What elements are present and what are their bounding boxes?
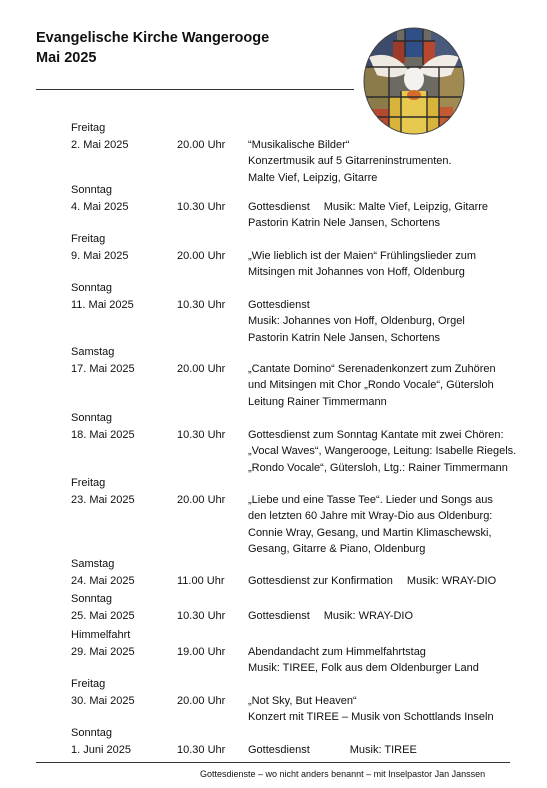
event-time: 20.00 Uhr bbox=[177, 138, 226, 151]
event-detail-line: „Cantate Domino“ Serenadenkonzert zum Zuhören bbox=[248, 362, 496, 375]
event-detail-line: „Vocal Waves“, Wangerooge, Leitung: Isabelle Riegels. bbox=[248, 445, 517, 457]
event-service-line bbox=[248, 608, 538, 625]
event-detail-line: Musik: TIREE, Folk aus dem Oldenburger Land bbox=[248, 662, 479, 674]
page-title-line1: Evangelische Kirche Wangerooge bbox=[36, 30, 270, 46]
event-service: Gottesdienst bbox=[248, 200, 310, 213]
event-time: 19.00 Uhr bbox=[177, 645, 226, 658]
event-description bbox=[248, 297, 538, 347]
event-time: 20.00 Uhr bbox=[177, 493, 226, 506]
event-date: 2. Mai 2025 bbox=[71, 138, 129, 151]
event-time: 20.00 Uhr bbox=[177, 694, 226, 707]
event-time: 11.00 Uhr bbox=[177, 574, 225, 587]
event-service-line bbox=[248, 742, 538, 759]
event-time: 10.30 Uhr bbox=[177, 743, 226, 756]
event-detail-line: „Wie lieblich ist der Maien“ Frühlingslieder zum bbox=[248, 249, 477, 262]
event-detail-line: Abendandacht zum Himmelfahrtstag bbox=[248, 645, 426, 658]
event-day: Sonntag bbox=[71, 282, 112, 294]
event-detail-line: Mitsingen mit Johannes von Hoff, Oldenburg bbox=[248, 266, 465, 278]
event-description bbox=[248, 427, 538, 477]
event-music: Musik: Malte Vief, Leipzig, Gitarre bbox=[323, 200, 489, 213]
event-day: Freitag bbox=[71, 122, 106, 134]
footer-divider bbox=[36, 762, 510, 763]
event-service: Gottesdienst bbox=[248, 609, 310, 622]
event-date: 18. Mai 2025 bbox=[71, 428, 135, 441]
event-day: Freitag bbox=[71, 477, 106, 489]
event-detail-line: Pastorin Katrin Nele Jansen, Schortens bbox=[248, 331, 440, 344]
event-day: Himmelfahrt bbox=[71, 629, 131, 641]
event-day: Freitag bbox=[71, 678, 106, 690]
event-description bbox=[248, 492, 538, 558]
event-date: 23. Mai 2025 bbox=[71, 493, 135, 506]
event-time: 10.30 Uhr bbox=[177, 298, 226, 311]
event-description bbox=[248, 573, 538, 590]
event-time: 20.00 Uhr bbox=[177, 362, 226, 375]
event-detail-line: „Not Sky, But Heaven“ bbox=[248, 694, 357, 707]
event-day: Samstag bbox=[71, 558, 115, 570]
event-detail-line: Gottesdienst zum Sonntag Kantate mit zwei Chören: bbox=[248, 428, 504, 441]
event-music: Musik: WRAY-DIO bbox=[406, 574, 497, 587]
event-detail-line: Musik: Johannes von Hoff, Oldenburg, Orgel bbox=[248, 315, 465, 327]
event-description bbox=[248, 693, 538, 726]
event-detail-line: und Mitsingen mit Chor „Rondo Vocale“, Gütersloh bbox=[248, 379, 494, 391]
event-time: 10.30 Uhr bbox=[177, 428, 226, 441]
event-description bbox=[248, 608, 538, 625]
event-detail-line: den letzten 60 Jahre mit Wray-Dio aus Oldenburg: bbox=[248, 510, 493, 522]
event-detail-line: Konzertmusik auf 5 Gitarreninstrumenten. bbox=[248, 155, 452, 167]
event-description bbox=[248, 742, 538, 759]
event-time: 10.30 Uhr bbox=[177, 609, 226, 622]
event-service: Gottesdienst bbox=[248, 743, 310, 756]
event-day: Sonntag bbox=[71, 412, 112, 424]
event-detail-line: Malte Vief, Leipzig, Gitarre bbox=[248, 171, 378, 184]
event-date: 1. Juni 2025 bbox=[71, 743, 131, 756]
event-date: 4. Mai 2025 bbox=[71, 200, 129, 213]
event-description bbox=[248, 137, 538, 187]
event-date: 30. Mai 2025 bbox=[71, 694, 135, 707]
event-detail-line: “Musikalische Bilder“ bbox=[248, 138, 350, 151]
event-date: 24. Mai 2025 bbox=[71, 574, 135, 587]
event-day: Freitag bbox=[71, 233, 106, 245]
event-music: Musik: WRAY-DIO bbox=[323, 609, 413, 622]
event-service-line bbox=[248, 199, 538, 216]
event-detail-line: Pastorin Katrin Nele Jansen, Schortens bbox=[248, 217, 440, 229]
event-detail-line: „Rondo Vocale“, Gütersloh, Ltg.: Rainer Timmermann bbox=[248, 461, 508, 474]
event-service-line bbox=[248, 573, 538, 590]
event-date: 29. Mai 2025 bbox=[71, 645, 135, 658]
event-date: 9. Mai 2025 bbox=[71, 249, 129, 262]
event-time: 20.00 Uhr bbox=[177, 249, 226, 262]
event-detail-line: „Liebe und eine Tasse Tee“. Lieder und Songs aus bbox=[248, 493, 493, 506]
event-description bbox=[248, 361, 538, 411]
event-detail-line: Leitung Rainer Timmermann bbox=[248, 395, 387, 408]
event-day: Samstag bbox=[71, 346, 115, 358]
event-detail-line: Gottesdienst bbox=[248, 298, 310, 311]
event-time: 10.30 Uhr bbox=[177, 200, 226, 213]
footer-note: Gottesdienste – wo nicht anders benannt – mit Inselpastor Jan Janssen bbox=[200, 769, 486, 779]
event-detail-line: Connie Wray, Gesang, und Martin Klimaschewski, bbox=[248, 526, 492, 539]
event-description bbox=[248, 248, 538, 281]
event-music: Musik: TIREE bbox=[349, 743, 417, 756]
event-description bbox=[248, 644, 538, 677]
event-day: Sonntag bbox=[71, 727, 112, 739]
event-detail-line: Konzert mit TIREE – Musik von Schottlands Inseln bbox=[248, 711, 494, 723]
event-day: Sonntag bbox=[71, 184, 112, 196]
event-service: Gottesdienst zur Konfirmation bbox=[248, 574, 393, 587]
page-title-line2: Mai 2025 bbox=[36, 50, 97, 66]
event-description bbox=[248, 199, 538, 232]
event-detail-line: Gesang, Gitarre & Piano, Oldenburg bbox=[248, 543, 426, 555]
event-date: 17. Mai 2025 bbox=[71, 362, 135, 375]
event-date: 11. Mai 2025 bbox=[71, 298, 134, 311]
event-day: Sonntag bbox=[71, 593, 112, 605]
event-date: 25. Mai 2025 bbox=[71, 609, 135, 622]
